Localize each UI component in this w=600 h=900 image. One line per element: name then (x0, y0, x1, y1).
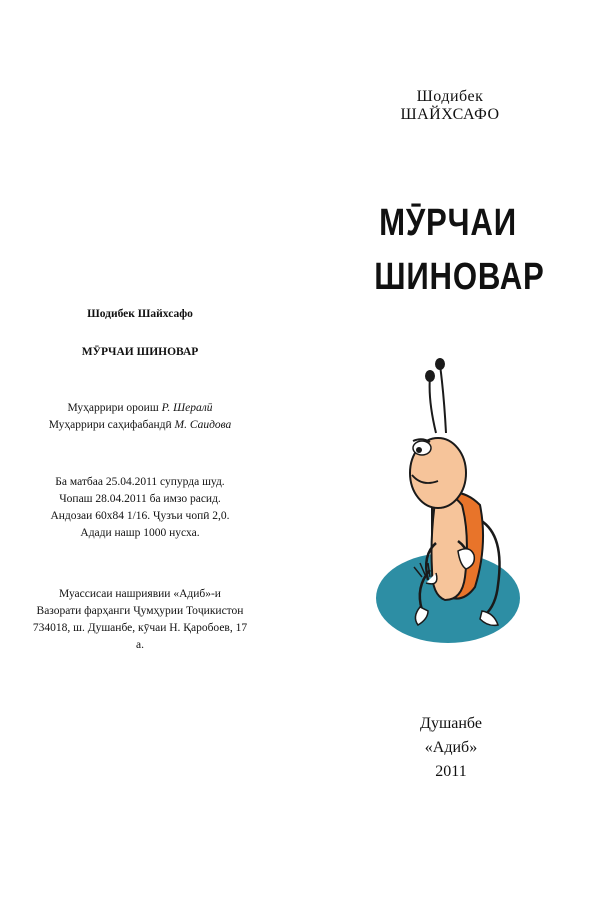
print-info-line: Ба матбаа 25.04.2011 супурда шуд. (55, 476, 225, 488)
colophon-author: Шодибек Шайхсафо (87, 308, 193, 320)
cover-title-line1: МӮРЧАИ (379, 202, 517, 244)
ant-torso (432, 494, 467, 600)
antenna-left (430, 377, 436, 433)
colophon-print-info (40, 474, 240, 542)
cover-imprint (376, 712, 526, 784)
imprint-city: Душанбе (420, 715, 482, 732)
ant-eye (413, 441, 431, 455)
cover-title-line2: ШИНОВАР (374, 256, 545, 298)
colophon-publisher (30, 586, 250, 654)
colophon-credits (40, 400, 240, 434)
colophon-title: МӮРЧАИ ШИНОВАР (81, 346, 199, 358)
publisher-line: Муассисаи нашриявии «Адиб»-и (59, 588, 221, 600)
publisher-line: 734018, ш. Душанбе, кӯчаи Н. Қаробоев, 17 а. (32, 622, 248, 651)
imprint-publisher: «Адиб» (424, 739, 478, 756)
antenna-right (440, 365, 446, 433)
credit-design-editor: Муҳаррири ороиш Р. Шералӣ (67, 402, 213, 414)
imprint-year: 2011 (435, 763, 467, 780)
print-info-line: Андозаи 60х84 1/16. Ҷузъи чопӣ 2,0. (50, 510, 230, 522)
publisher-line: Вазорати фарҳанги Ҷумҳурии Тоҷикистон (36, 605, 244, 617)
print-info-line: Адади нашр 1000 нусха. (80, 527, 200, 539)
print-info-line: Чопаш 28.04.2011 ба имзо расид. (59, 493, 221, 505)
credit-layout-editor: Муҳаррири саҳифабандӣ М. Саидова (48, 419, 232, 431)
ant-illustration (370, 355, 570, 655)
cover-author: Шодибек ШАЙХСАФО (400, 88, 500, 123)
